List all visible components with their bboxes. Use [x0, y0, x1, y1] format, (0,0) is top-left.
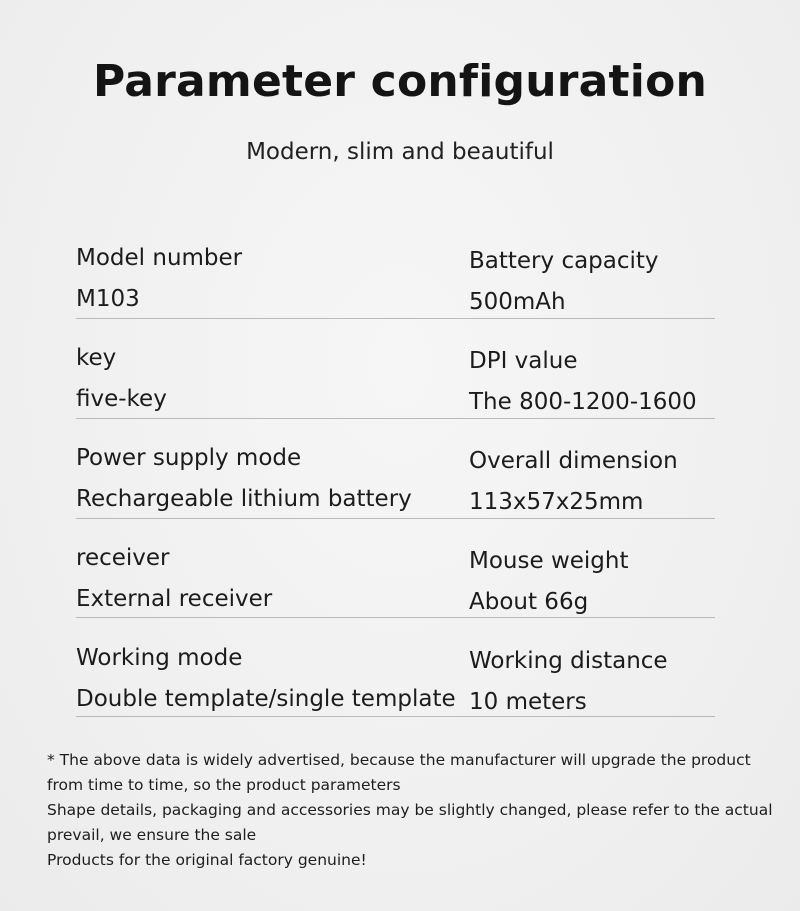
spec-label: Working distance: [469, 648, 668, 674]
spec-label: Model number: [76, 245, 243, 271]
spec-row-receiver: [0, 543, 800, 643]
spec-value: M103: [76, 286, 140, 312]
disclaimer-notes: [47, 748, 777, 873]
spec-row-model: [0, 243, 800, 343]
disclaimer-line: * The above data is widely advertised, because the manufacturer will upgrade the product from time to time, so the product parameters: [47, 751, 751, 794]
disclaimer-line: Shape details, packaging and accessories may be slightly changed, please refer to the actual prevail, we ensure the sale: [47, 801, 773, 844]
spec-label: key: [76, 345, 117, 371]
spec-value: five-key: [76, 386, 167, 412]
row-divider: [454, 518, 715, 519]
spec-row-power: [0, 443, 800, 543]
spec-value: Double template/single template: [76, 686, 456, 712]
spec-label: Mouse weight: [469, 548, 629, 574]
spec-label: Overall dimension: [469, 448, 678, 474]
row-divider: [76, 318, 454, 319]
row-divider: [76, 716, 454, 717]
spec-cell-receiver: [76, 543, 466, 614]
spec-cell-mouse-weight: [469, 543, 769, 617]
row-divider: [76, 418, 454, 419]
row-divider: [454, 418, 715, 419]
page-subtitle: Modern, slim and beautiful: [246, 139, 554, 165]
row-divider: [454, 716, 715, 717]
spec-label: Battery capacity: [469, 248, 659, 274]
row-divider: [454, 318, 715, 319]
spec-cell-power-supply-mode: [76, 443, 466, 514]
spec-row-working: [0, 643, 800, 743]
spec-label: Power supply mode: [76, 445, 302, 471]
spec-cell-working-mode: [76, 643, 466, 714]
spec-cell-battery-capacity: [469, 243, 769, 317]
spec-value: 10 meters: [469, 689, 587, 715]
row-divider: [454, 617, 715, 618]
row-divider: [76, 518, 454, 519]
spec-cell-working-distance: [469, 643, 769, 717]
spec-value: External receiver: [76, 586, 273, 612]
spec-row-key: [0, 343, 800, 443]
spec-value: About 66g: [469, 589, 589, 615]
spec-label: DPI value: [469, 348, 578, 374]
spec-value: The 800-1200-1600: [469, 389, 697, 415]
spec-cell-overall-dimension: [469, 443, 769, 517]
spec-value: 500mAh: [469, 289, 566, 315]
row-divider: [76, 617, 454, 618]
page-title: Parameter configuration: [92, 56, 708, 107]
spec-label: receiver: [76, 545, 170, 571]
spec-label: Working mode: [76, 645, 243, 671]
spec-cell-key: [76, 343, 466, 414]
spec-cell-dpi-value: [469, 343, 769, 417]
spec-value: Rechargeable lithium battery: [76, 486, 412, 512]
spec-value: 113x57x25mm: [469, 489, 644, 515]
disclaimer-line: Products for the original factory genuine!: [47, 851, 367, 869]
spec-cell-model-number: [76, 243, 466, 314]
